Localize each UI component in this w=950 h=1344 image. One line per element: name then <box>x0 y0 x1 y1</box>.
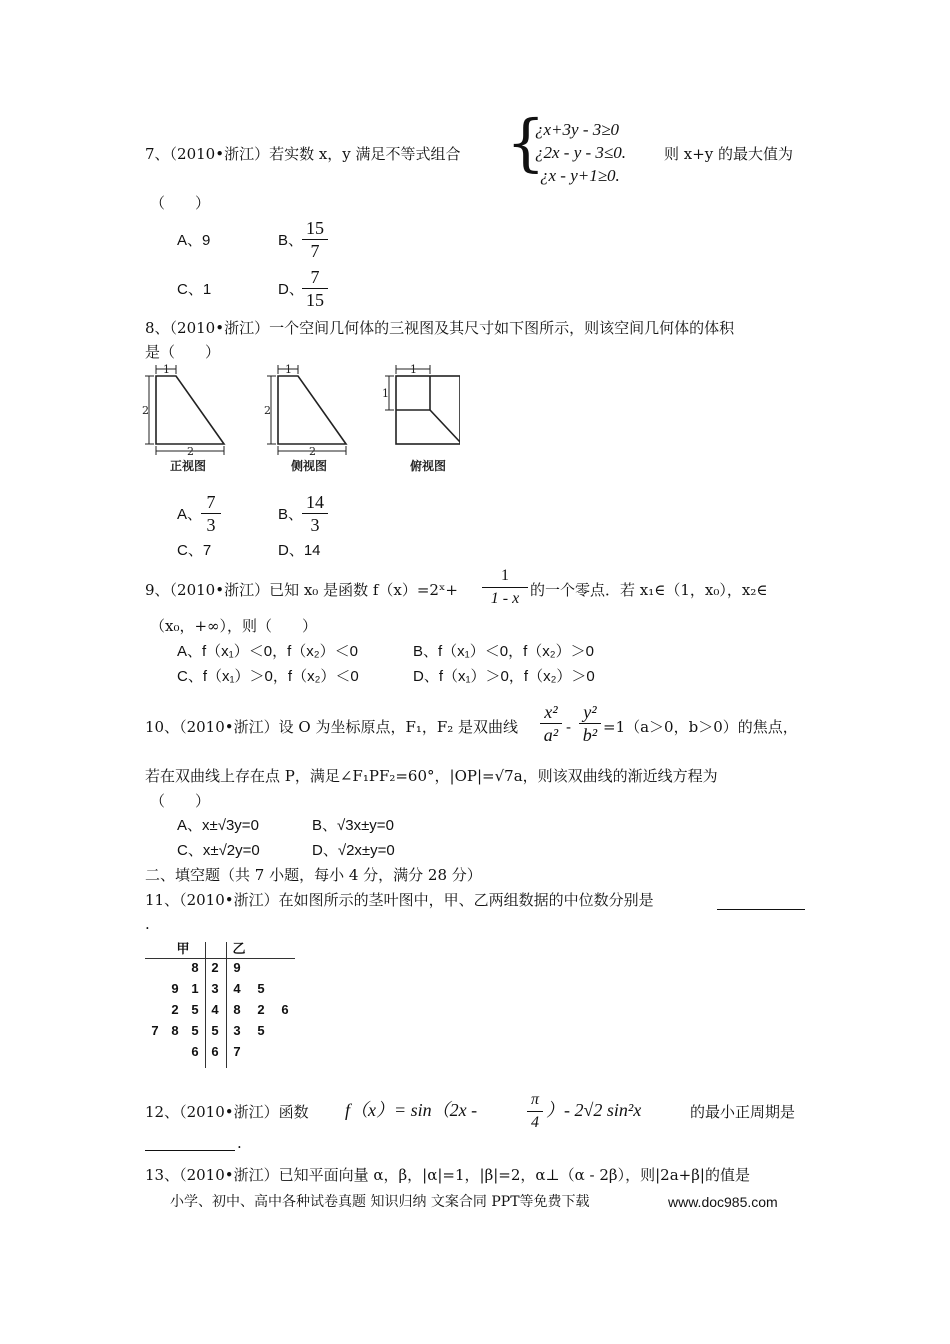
leaf-left: 9 <box>171 981 179 996</box>
q8-option-a-denominator: 3 <box>206 515 216 535</box>
front-dim-top: 1 <box>163 363 170 376</box>
q10-option-a: A、x±√3y=0 <box>177 817 259 834</box>
q12-pi-fraction <box>527 1090 543 1133</box>
front-view-shape <box>156 376 224 444</box>
q12-formula-part-1: f（x）= sin（2x - <box>345 1100 478 1120</box>
q7-tail: 则 x+y 的最大值为 <box>664 145 794 163</box>
q7-system-line-1: ¿x+3y - 3≥0 <box>535 120 620 139</box>
q11-line-2: . <box>145 915 150 933</box>
q13-line-1: 13、（2010•浙江）已知平面向量 α，β，|α|=1，|β|=2，α⊥（α - 2β），则|2a+β|的值是 <box>145 1166 750 1184</box>
q10-fraction-x-denominator: a² <box>543 725 559 745</box>
top-view-inner-lines <box>396 376 430 410</box>
q10-paren: （ ） <box>150 792 211 810</box>
top-view-caption: 俯视图 <box>410 459 447 473</box>
leaf-left: 5 <box>191 1023 199 1038</box>
leaf-right: 9 <box>233 960 241 975</box>
q7-system-line-2: ¿2x - y - 3≤0. <box>535 143 626 162</box>
q7-prefix: 7、（2010•浙江）若实数 x，y 满足不等式组合 <box>145 145 461 163</box>
side-view-shape <box>278 376 346 444</box>
q9-fraction-denominator: 1 - x <box>490 590 520 607</box>
leaf-left: 6 <box>191 1044 199 1059</box>
q9-fraction-numerator: 1 <box>501 567 509 584</box>
stem-leaf-plot <box>145 938 305 1070</box>
q9-option-c: C、f（x₁）＞0，f（x₂）＜0 <box>177 668 359 685</box>
side-dim-top: 1 <box>285 363 292 376</box>
section-2-heading: 二、填空题（共 7 小题，每小 4 分，满分 28 分） <box>145 866 482 884</box>
stem-value: 2 <box>211 960 219 975</box>
q9-tail: 的一个零点．若 x₁∈（1，x₀），x₂∈ <box>530 581 768 599</box>
q8-option-b-numerator: 14 <box>306 492 324 512</box>
q8-option-a-numerator: 7 <box>206 492 216 512</box>
leaf-right: 5 <box>257 981 265 996</box>
leaf-right: 5 <box>257 1023 265 1038</box>
q7-option-b-denominator: 7 <box>310 241 320 261</box>
q12-answer-blank[interactable] <box>145 1131 235 1151</box>
front-dim-bottom: 2 <box>187 445 194 458</box>
q7-option-b-label: B、 <box>278 232 304 249</box>
q12-tail: 的最小正周期是 <box>690 1103 796 1121</box>
leaf-right: 4 <box>233 981 241 996</box>
leaf-right: 7 <box>233 1044 241 1059</box>
q10-option-b: B、√3x±y=0 <box>312 817 394 834</box>
leaf-right: 2 <box>257 1002 265 1017</box>
q10-fraction-y-denominator: b² <box>582 725 598 745</box>
stem-value: 3 <box>211 981 219 996</box>
q9-option-d: D、f（x₁）＞0，f（x₂）＞0 <box>413 668 595 685</box>
q7-system-brace: { <box>506 106 546 179</box>
side-dim-left: 2 <box>264 404 271 417</box>
q12-pi-denominator: 4 <box>531 1114 539 1131</box>
q10-fraction-y-numerator: y² <box>583 702 597 722</box>
q12-line-2-end: . <box>237 1134 242 1152</box>
q8-option-a-label: A、 <box>177 506 203 523</box>
q7-paren: （ ） <box>150 194 211 212</box>
q8-option-b-denominator: 3 <box>310 515 320 535</box>
leaf-left: 8 <box>191 960 199 975</box>
leaf-right: 3 <box>233 1023 241 1038</box>
leaf-left: 5 <box>191 1002 199 1017</box>
q10-fraction-x <box>540 702 562 745</box>
q9-option-a: A、f（x₁）＜0，f（x₂）＜0 <box>177 643 358 660</box>
front-dim-left: 2 <box>142 404 149 417</box>
q7-option-d-fraction <box>302 267 328 310</box>
q9-option-b: B、f（x₁）＜0，f（x₂）＞0 <box>413 643 594 660</box>
leaf-right: 6 <box>281 1002 289 1017</box>
q7-option-d-numerator: 7 <box>310 267 320 287</box>
q8-option-b-label: B、 <box>278 506 304 523</box>
q10-fraction-y <box>579 702 601 745</box>
q7-option-b-numerator: 15 <box>306 218 324 238</box>
q12-prefix: 12、（2010•浙江）函数 <box>145 1103 309 1121</box>
top-dim-top: 1 <box>410 363 417 376</box>
q10-option-d: D、√2x±y=0 <box>312 842 395 859</box>
stem-leaf-head-right: 乙 <box>232 941 246 956</box>
stem-value: 5 <box>211 1023 219 1038</box>
q7-system-line-3: ¿x - y+1≥0. <box>540 166 620 185</box>
q10-option-c: C、x±√2y=0 <box>177 842 260 859</box>
q8-line-1: 8、（2010•浙江）一个空间几何体的三视图及其尺寸如下图所示，则该空间几何体的体积 <box>145 319 735 337</box>
three-view-diagram <box>140 362 460 478</box>
q12-formula-part-2: ）- 2√2 sin²x <box>546 1100 642 1120</box>
leaf-left: 2 <box>171 1002 179 1017</box>
q7-option-d-label: D、 <box>278 281 304 298</box>
q7-option-d-denominator: 15 <box>306 290 324 310</box>
stem-value: 6 <box>211 1044 219 1059</box>
q10-minus: - <box>566 718 572 736</box>
q9-line-2: （x₀，+∞），则（ ） <box>150 617 318 635</box>
q10-line-2: 若在双曲线上存在点 P，满足∠F₁PF₂=60°，|OP|=√7a，则该双曲线的渐近线方程为 <box>145 767 718 785</box>
q8-option-a-fraction <box>201 492 221 535</box>
q9-fraction <box>482 566 528 609</box>
q7-option-c: C、1 <box>177 281 212 298</box>
stem-leaf-head-left: 甲 <box>176 941 190 956</box>
side-dim-bottom: 2 <box>309 445 316 458</box>
q10-tail: =1（a＞0，b＞0）的焦点， <box>603 718 798 736</box>
footer-text: 小学、初中、高中各种试卷真题 知识归纳 文案合同 PPT等免费下载 <box>170 1194 590 1210</box>
q7-option-b-fraction <box>302 218 328 261</box>
top-view-diagonal <box>430 410 460 442</box>
q8-line-2: 是（ ） <box>145 343 221 361</box>
side-view-caption: 侧视图 <box>291 459 328 473</box>
stem-value: 4 <box>211 1002 219 1017</box>
q10-prefix: 10、（2010•浙江）设 O 为坐标原点，F₁，F₂ 是双曲线 <box>145 718 519 736</box>
q10-fraction-x-numerator: x² <box>544 702 558 722</box>
leaf-left: 1 <box>191 981 199 996</box>
leaf-left: 8 <box>171 1023 179 1038</box>
q8-option-b-fraction <box>302 492 328 535</box>
q8-option-c: C、7 <box>177 542 212 559</box>
q8-option-d: D、14 <box>278 542 321 559</box>
footer-url-link[interactable]: www.doc985.com <box>668 1194 778 1210</box>
q12-pi-numerator: π <box>530 1091 539 1108</box>
q11-answer-blank[interactable] <box>717 890 805 910</box>
leaf-right: 8 <box>233 1002 241 1017</box>
q7-option-a: A、9 <box>177 232 211 249</box>
q11-line-1: 11、（2010•浙江）在如图所示的茎叶图中，甲、乙两组数据的中位数分别是 <box>145 891 654 909</box>
front-view-caption: 正视图 <box>170 459 207 473</box>
q9-prefix: 9、（2010•浙江）已知 x₀ 是函数 f（x）=2ˣ+ <box>145 581 458 599</box>
leaf-left: 7 <box>151 1023 159 1038</box>
top-dim-left: 1 <box>382 387 389 400</box>
